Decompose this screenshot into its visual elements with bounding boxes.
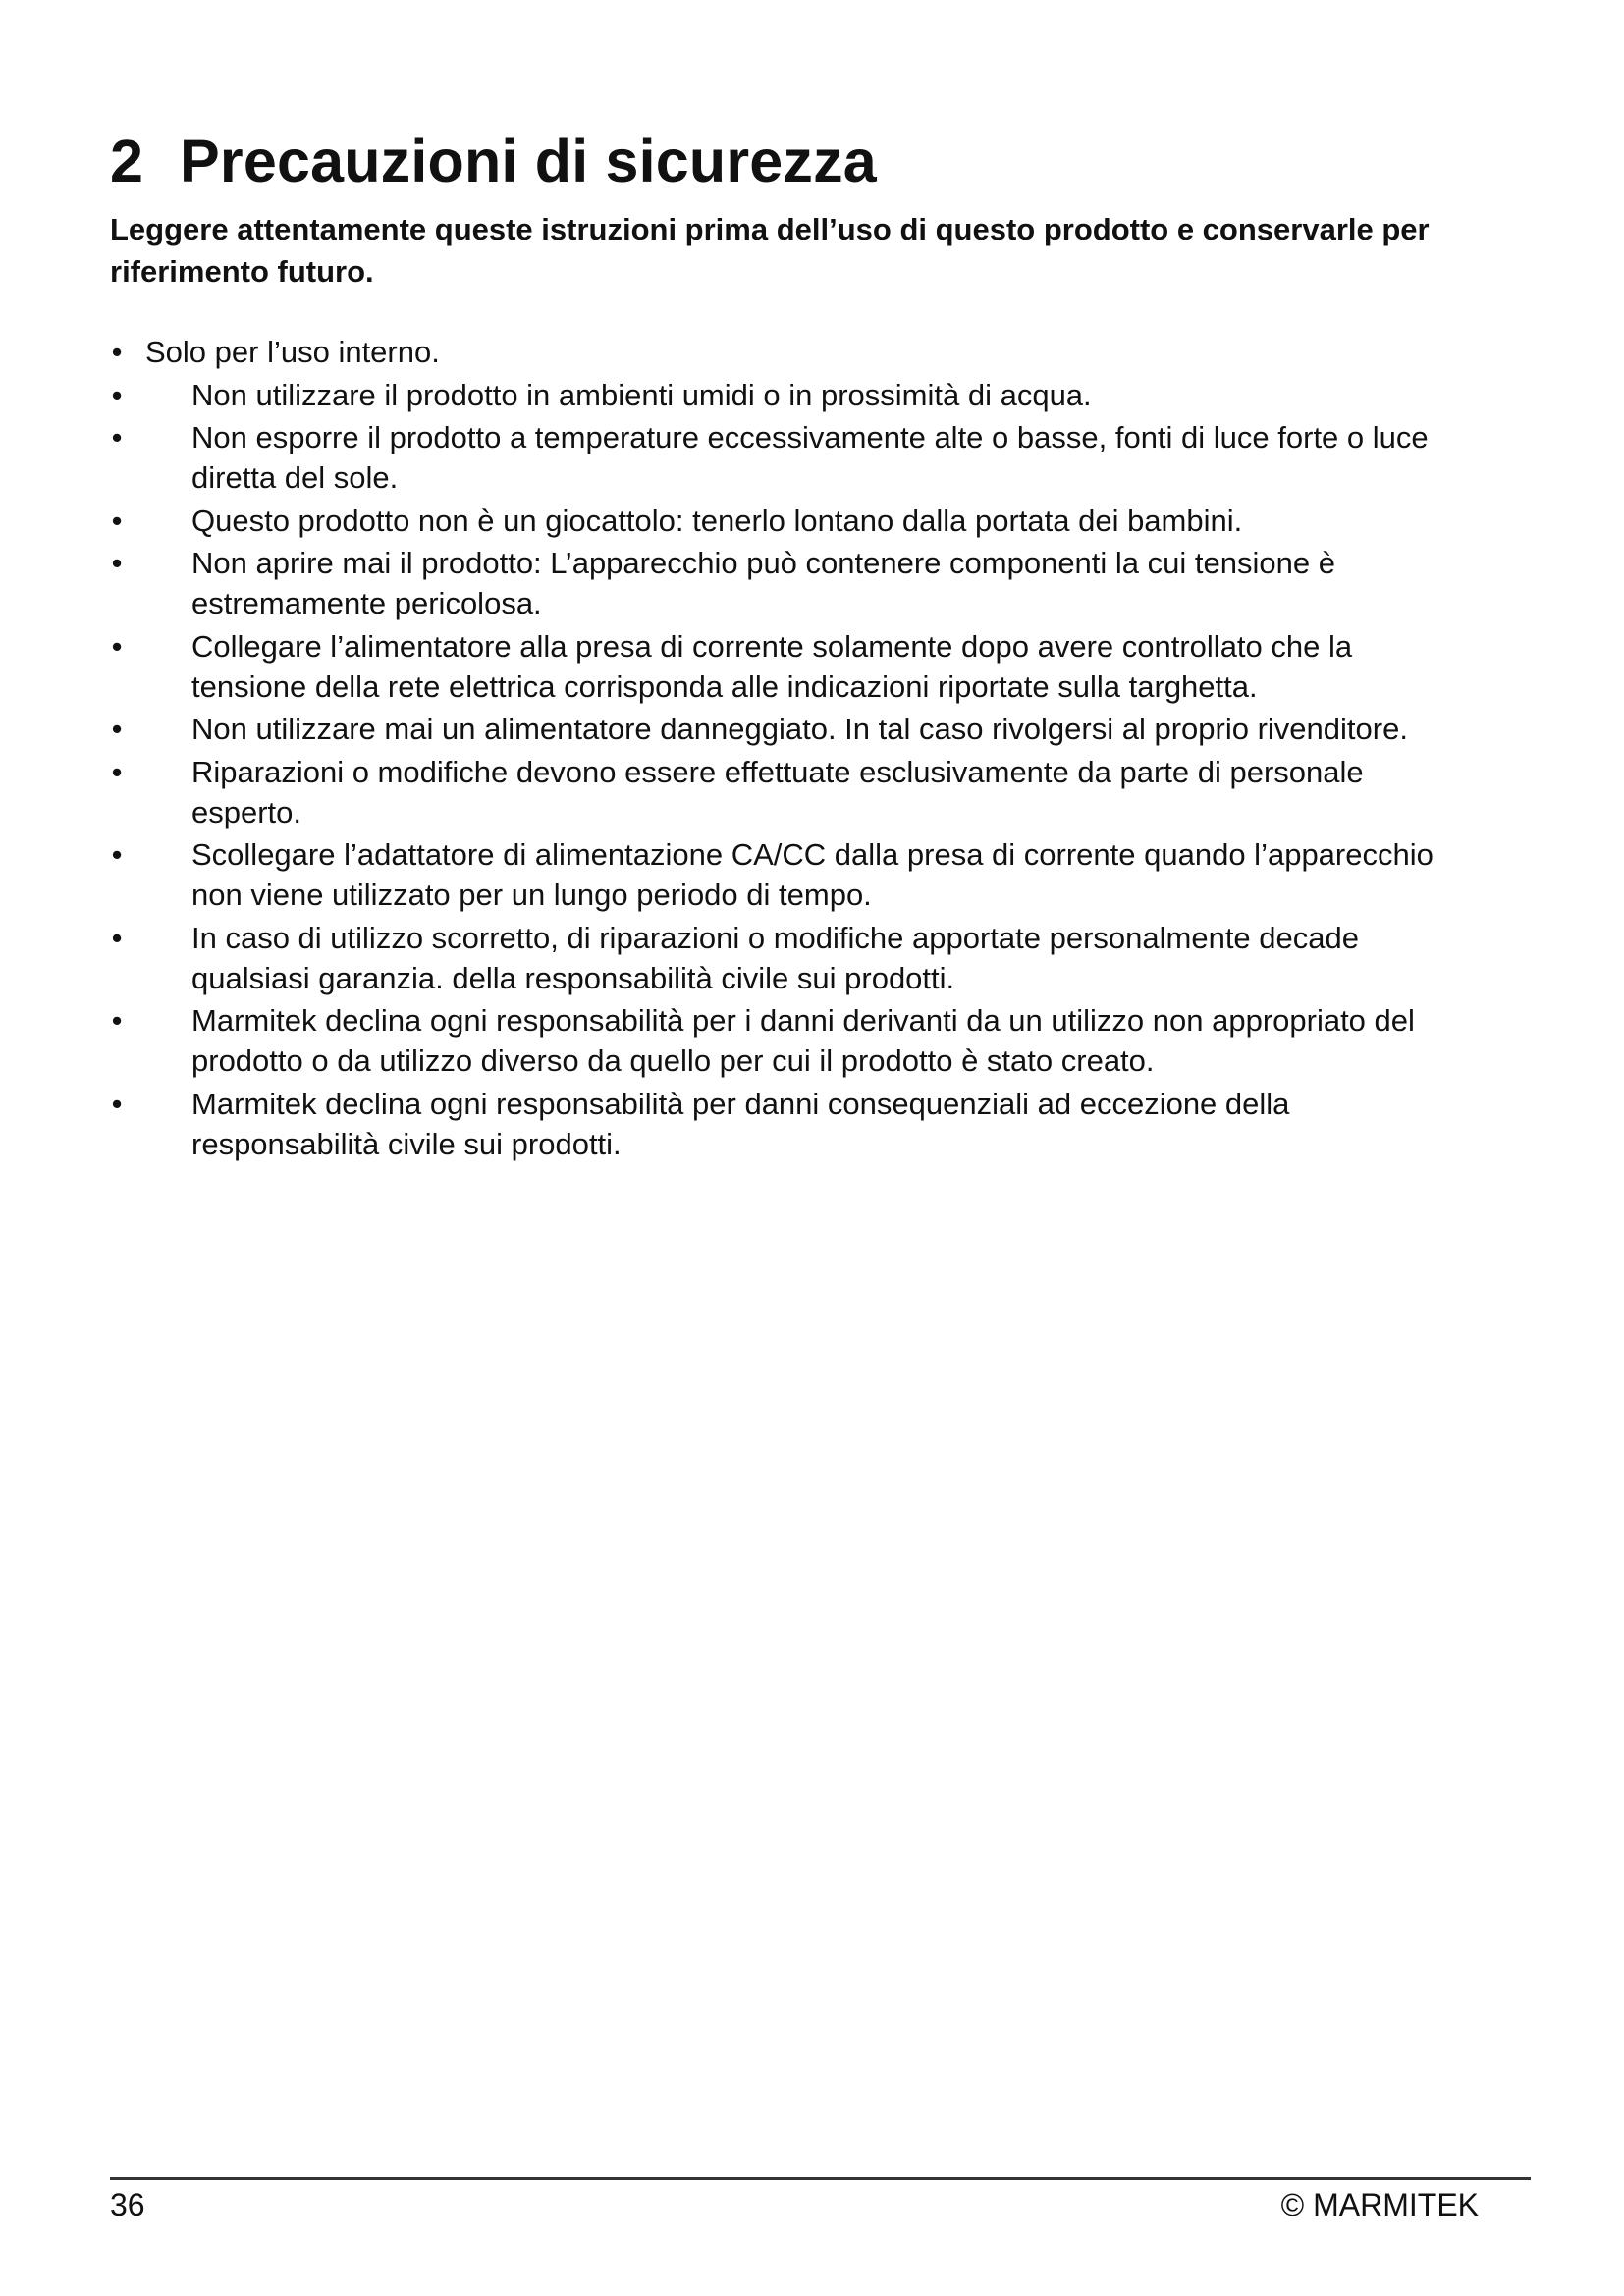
bullet-icon: • (111, 335, 123, 369)
page-number: 36 (110, 2187, 145, 2222)
list-item-text: Non aprire mai il prodotto: L’apparecchio può contenere componenti la cui tensione è estremamente pericolosa. (191, 546, 1335, 620)
list-item (110, 1000, 1465, 1081)
bullet-icon: • (111, 377, 123, 412)
list-item-text: Marmitek declina ogni responsabilità per danni consequenziali ad eccezione della responsabilità civile sui prodotti. (191, 1086, 1290, 1161)
intro-instruction: Leggere attentamente queste istruzioni prima dell’uso di questo prodotto e conservarle per riferimento futuro. (110, 212, 1430, 289)
list-item-text: In caso di utilizzo scorretto, di riparazioni o modifiche apportate personalmente decade qualsiasi garanzia. della responsabilità civile sui prodotti. (191, 920, 1359, 995)
section-number: 2 (110, 128, 144, 194)
list-item (110, 332, 1465, 372)
bullet-icon: • (111, 546, 123, 580)
list-item-text: Non utilizzare mai un alimentatore danneggiato. In tal caso rivolgersi al proprio rivenditore. (191, 712, 1408, 746)
list-item-text: Non utilizzare il prodotto in ambienti umidi o in prossimità di acqua. (191, 377, 1092, 412)
list-item-text: Non esporre il prodotto a temperature eccessivamente alte o basse, fonti di luce forte o luce diretta del sole. (191, 420, 1429, 495)
list-item (110, 752, 1465, 832)
footer-divider (110, 2177, 1531, 2180)
list-item (110, 834, 1465, 915)
bullet-icon: • (111, 920, 123, 955)
bullet-icon: • (111, 837, 123, 872)
list-item (110, 709, 1465, 749)
bullet-icon: • (111, 503, 123, 538)
bullet-icon: • (111, 628, 123, 664)
list-item (110, 543, 1465, 623)
bullet-icon: • (111, 1003, 123, 1038)
list-item-text: Solo per l’uso interno. (145, 335, 440, 369)
list-item (110, 918, 1465, 998)
list-item (110, 375, 1465, 415)
list-item-text: Marmitek declina ogni responsabilità per i danni derivanti da un utilizzo non appropriato del prodotto o da utilizzo diverso da quello per cui il prodotto è stato creato. (191, 1003, 1415, 1078)
list-item-text: Riparazioni o modifiche devono essere effettuate esclusivamente da parte di personale esperto. (191, 754, 1364, 829)
list-item (110, 626, 1465, 707)
list-item (110, 417, 1465, 498)
bullet-icon: • (111, 1086, 123, 1121)
list-item-text: Collegare l’alimentatore alla presa di corrente solamente dopo avere controllato che la tensione della rete elettrica corrisponda alle indicazioni riportate sulla targhetta. (191, 628, 1353, 704)
bullet-icon: • (111, 754, 123, 789)
section-heading (110, 125, 877, 197)
bullet-icon: • (111, 420, 123, 454)
copyright-notice: © MARMITEK (1280, 2187, 1479, 2222)
bullet-icon: • (111, 712, 123, 746)
section-title: Precauzioni di sicurezza (180, 128, 877, 194)
list-item (110, 1084, 1465, 1164)
list-item-text: Questo prodotto non è un giocattolo: tenerlo lontano dalla portata dei bambini. (191, 503, 1243, 538)
list-item-text: Scollegare l’adattatore di alimentazione CA/CC dalla presa di corrente quando l’apparecchio non viene utilizzato per un lungo periodo di tempo. (191, 837, 1434, 912)
list-item (110, 501, 1465, 541)
safety-precautions-list (110, 332, 1465, 1166)
